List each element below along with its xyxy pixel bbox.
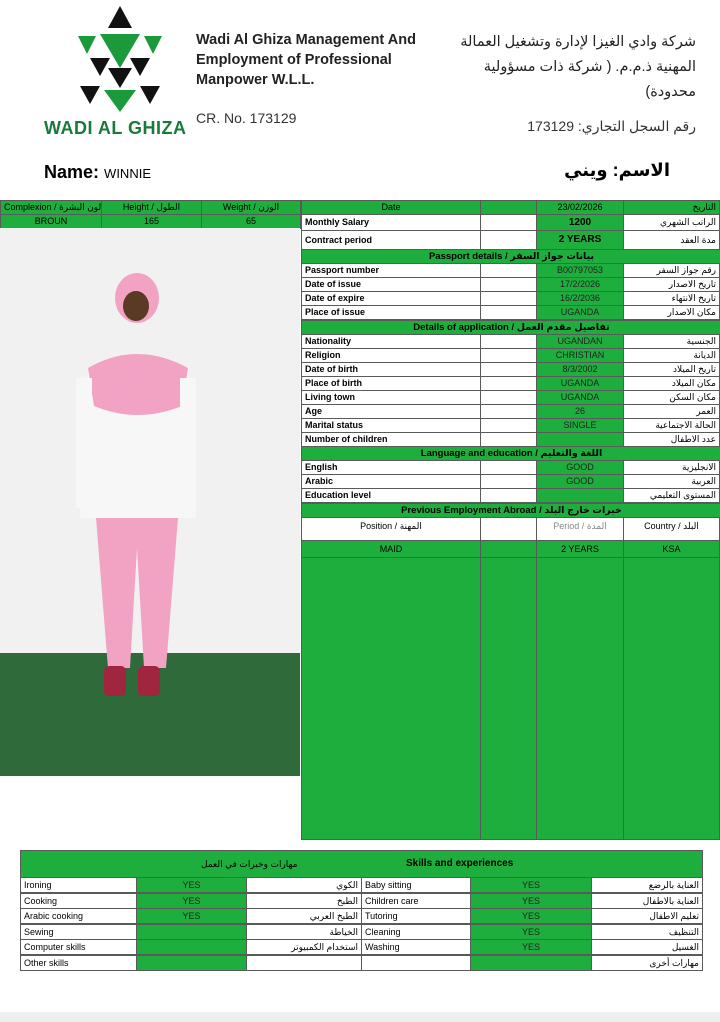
application-row-spacer bbox=[480, 362, 537, 377]
skill-right-label bbox=[361, 955, 471, 971]
employment-period: 2 YEARS bbox=[536, 540, 624, 558]
employment-section-title: Previous Employment Abroad / خبرات خارج البلد bbox=[301, 503, 720, 518]
skill-right-value: YES bbox=[470, 908, 592, 924]
language-row-label-ar: الانجليزية bbox=[623, 460, 720, 475]
skills-header bbox=[20, 850, 703, 878]
passport-row-value: 17/2/2026 bbox=[536, 277, 624, 292]
skills-title-en: Skills and experiences bbox=[406, 858, 514, 869]
application-row-spacer bbox=[480, 376, 537, 391]
passport-row-label-ar: تاريخ الاصدار bbox=[623, 277, 720, 292]
application-row-label-ar: الديانة bbox=[623, 348, 720, 363]
passport-row-label-ar: مكان الاصدار bbox=[623, 305, 720, 320]
candidate-name-ar bbox=[564, 160, 670, 181]
passport-row-spacer bbox=[480, 277, 537, 292]
skill-left-value: YES bbox=[136, 893, 247, 909]
passport-row-value: 16/2/2036 bbox=[536, 291, 624, 306]
application-row-value bbox=[536, 432, 624, 447]
logo-wordmark: WADI AL GHIZA bbox=[44, 118, 187, 138]
empty-col-1 bbox=[301, 557, 481, 840]
passport-section-title: Passport details / بيانات جواز السفر bbox=[301, 249, 720, 264]
complexion-header: Complexion / لون البشرة bbox=[0, 200, 102, 215]
skill-left-label: Ironing bbox=[20, 877, 137, 893]
weight-value: 65 bbox=[201, 214, 301, 229]
skill-right-ar: العناية بالاطفال bbox=[591, 893, 703, 909]
application-row-value: SINGLE bbox=[536, 418, 624, 433]
application-row-label: Place of birth bbox=[301, 376, 481, 391]
weight-header: Weight / الوزن bbox=[201, 200, 301, 215]
skill-left-label: Cooking bbox=[20, 893, 137, 909]
name-label: Name: bbox=[44, 162, 100, 182]
contract-label-ar: مدة العقد bbox=[623, 230, 720, 250]
contract-spacer bbox=[480, 230, 537, 250]
letterhead bbox=[0, 0, 720, 150]
date-label: Date bbox=[301, 200, 481, 215]
name-value-ar: ويني bbox=[564, 160, 608, 180]
application-row-label-ar: تاريخ الميلاد bbox=[623, 362, 720, 377]
person-figure-icon bbox=[0, 228, 300, 776]
company-name-en: Wadi Al Ghiza Management And Employment of Professional Manpower W.L.L. bbox=[196, 32, 416, 88]
application-row-value: UGANDA bbox=[536, 390, 624, 405]
application-row-value: UGANDA bbox=[536, 376, 624, 391]
application-row-spacer bbox=[480, 348, 537, 363]
skill-left-value: YES bbox=[136, 908, 247, 924]
language-row-label: Education level bbox=[301, 488, 481, 503]
passport-row-spacer bbox=[480, 305, 537, 320]
skill-right-ar: التنظيف bbox=[591, 924, 703, 940]
application-row-label-ar: عدد الاطفال bbox=[623, 432, 720, 447]
skill-right-value: YES bbox=[470, 893, 592, 909]
contract-label: Contract period bbox=[301, 230, 481, 250]
application-section-title: Details of application / تفاصيل مقدم العمل bbox=[301, 320, 720, 335]
language-row-value: GOOD bbox=[536, 460, 624, 475]
application-row-spacer bbox=[480, 334, 537, 349]
application-row-label-ar: الجنسية bbox=[623, 334, 720, 349]
skill-right-label: Cleaning bbox=[361, 924, 471, 940]
skill-right-value bbox=[470, 955, 592, 971]
skill-right-label: Baby sitting bbox=[361, 877, 471, 893]
application-row-spacer bbox=[480, 404, 537, 419]
skill-right-ar: تعليم الاطفال bbox=[591, 908, 703, 924]
language-row-label: Arabic bbox=[301, 474, 481, 489]
salary-label-ar: الراتب الشهري bbox=[623, 214, 720, 231]
candidate-name-en bbox=[44, 162, 151, 183]
language-row-spacer bbox=[480, 474, 537, 489]
passport-row-value: B00797053 bbox=[536, 263, 624, 278]
application-row-label: Number of children bbox=[301, 432, 481, 447]
skill-left-value: YES bbox=[136, 877, 247, 893]
application-row-label: Religion bbox=[301, 348, 481, 363]
application-row-label: Nationality bbox=[301, 334, 481, 349]
skill-left-ar: الطبخ العربي bbox=[246, 908, 362, 924]
skill-left-label: Sewing bbox=[20, 924, 137, 940]
skill-left-ar: استخدام الكمبيوتر bbox=[246, 939, 362, 955]
contract-value: 2 YEARS bbox=[536, 230, 624, 250]
salary-value: 1200 bbox=[536, 214, 624, 231]
passport-row-spacer bbox=[480, 291, 537, 306]
skill-left-ar bbox=[246, 955, 362, 971]
date-label-ar: التاريخ bbox=[623, 200, 720, 215]
passport-row-label: Date of issue bbox=[301, 277, 481, 292]
application-row-spacer bbox=[480, 418, 537, 433]
language-row-value: GOOD bbox=[536, 474, 624, 489]
skill-left-ar: الطبخ bbox=[246, 893, 362, 909]
application-row-label-ar: الحالة الاجتماعية bbox=[623, 418, 720, 433]
skill-left-label: Arabic cooking bbox=[20, 908, 137, 924]
skill-left-ar: الكوي bbox=[246, 877, 362, 893]
application-row-label-ar: مكان الميلاد bbox=[623, 376, 720, 391]
application-row-value: CHRISTIAN bbox=[536, 348, 624, 363]
height-value: 165 bbox=[101, 214, 202, 229]
country-header: Country / البلد bbox=[623, 517, 720, 541]
company-logo-icon bbox=[70, 6, 170, 114]
position-header: Position / المهنة bbox=[301, 517, 481, 541]
company-name-ar: شركة وادي الغيزا لإدارة وتشغيل العمالة المهنية ذ.م.م. ( شركة ذات مسؤولية محدودة) bbox=[460, 34, 696, 100]
name-value: WINNIE bbox=[104, 166, 151, 181]
application-row-spacer bbox=[480, 390, 537, 405]
language-row-spacer bbox=[480, 460, 537, 475]
page-bottom-strip bbox=[0, 1012, 720, 1022]
passport-row-label: Date of expire bbox=[301, 291, 481, 306]
name-label-ar: الاسم: bbox=[612, 160, 670, 180]
skill-right-ar: العناية بالرضع bbox=[591, 877, 703, 893]
empty-col-3 bbox=[536, 557, 624, 840]
skill-right-label: Tutoring bbox=[361, 908, 471, 924]
salary-label: Monthly Salary bbox=[301, 214, 481, 231]
skill-right-value: YES bbox=[470, 924, 592, 940]
employment-spacer bbox=[480, 517, 537, 541]
language-section-title: Language and education / اللغة والتعليم bbox=[301, 446, 720, 461]
application-row-label: Age bbox=[301, 404, 481, 419]
candidate-photo bbox=[0, 228, 300, 776]
employment-country: KSA bbox=[623, 540, 720, 558]
cr-number-ar: رقم السجل التجاري: 173129 bbox=[527, 118, 696, 134]
skill-left-ar: الخياطة bbox=[246, 924, 362, 940]
skills-title-ar: مهارات وخبرات في العمل bbox=[201, 859, 298, 869]
application-row-label: Living town bbox=[301, 390, 481, 405]
application-row-label-ar: العمر bbox=[623, 404, 720, 419]
language-row-label-ar: المستوى التعليمي bbox=[623, 488, 720, 503]
empty-col-2 bbox=[480, 557, 537, 840]
language-row-label: English bbox=[301, 460, 481, 475]
salary-spacer bbox=[480, 214, 537, 231]
employment-position: MAID bbox=[301, 540, 481, 558]
skill-left-label: Computer skills bbox=[20, 939, 137, 955]
application-row-value: 8/3/2002 bbox=[536, 362, 624, 377]
complexion-value: BROUN bbox=[0, 214, 102, 229]
skill-right-value: YES bbox=[470, 939, 592, 955]
passport-row-label-ar: رقم جواز السفر bbox=[623, 263, 720, 278]
skill-right-label: Washing bbox=[361, 939, 471, 955]
skill-right-value: YES bbox=[470, 877, 592, 893]
application-row-label: Marital status bbox=[301, 418, 481, 433]
passport-row-value: UGANDA bbox=[536, 305, 624, 320]
date-spacer bbox=[480, 200, 537, 215]
passport-row-label-ar: تاريخ الانتهاء bbox=[623, 291, 720, 306]
language-row-spacer bbox=[480, 488, 537, 503]
passport-row-spacer bbox=[480, 263, 537, 278]
period-header: Period / المدة bbox=[536, 517, 624, 541]
application-row-spacer bbox=[480, 432, 537, 447]
skill-left-value bbox=[136, 924, 247, 940]
application-row-value: 26 bbox=[536, 404, 624, 419]
language-row-value bbox=[536, 488, 624, 503]
skill-right-ar: الغسيل bbox=[591, 939, 703, 955]
skill-left-value bbox=[136, 939, 247, 955]
passport-row-label: Passport number bbox=[301, 263, 481, 278]
skill-left-label: Other skills bbox=[20, 955, 137, 971]
height-header: Height / الطول bbox=[101, 200, 202, 215]
application-row-value: UGANDAN bbox=[536, 334, 624, 349]
date-value: 23/02/2026 bbox=[536, 200, 624, 215]
cr-number-en: CR. No. 173129 bbox=[196, 110, 297, 126]
passport-row-label: Place of issue bbox=[301, 305, 481, 320]
skill-right-label: Children care bbox=[361, 893, 471, 909]
employment-spacer-2 bbox=[480, 540, 537, 558]
skill-right-ar: مهارات أخرى bbox=[591, 955, 703, 971]
application-row-label-ar: مكان السكن bbox=[623, 390, 720, 405]
language-row-label-ar: العربية bbox=[623, 474, 720, 489]
skill-left-value bbox=[136, 955, 247, 971]
empty-col-4 bbox=[623, 557, 720, 840]
application-row-label: Date of birth bbox=[301, 362, 481, 377]
